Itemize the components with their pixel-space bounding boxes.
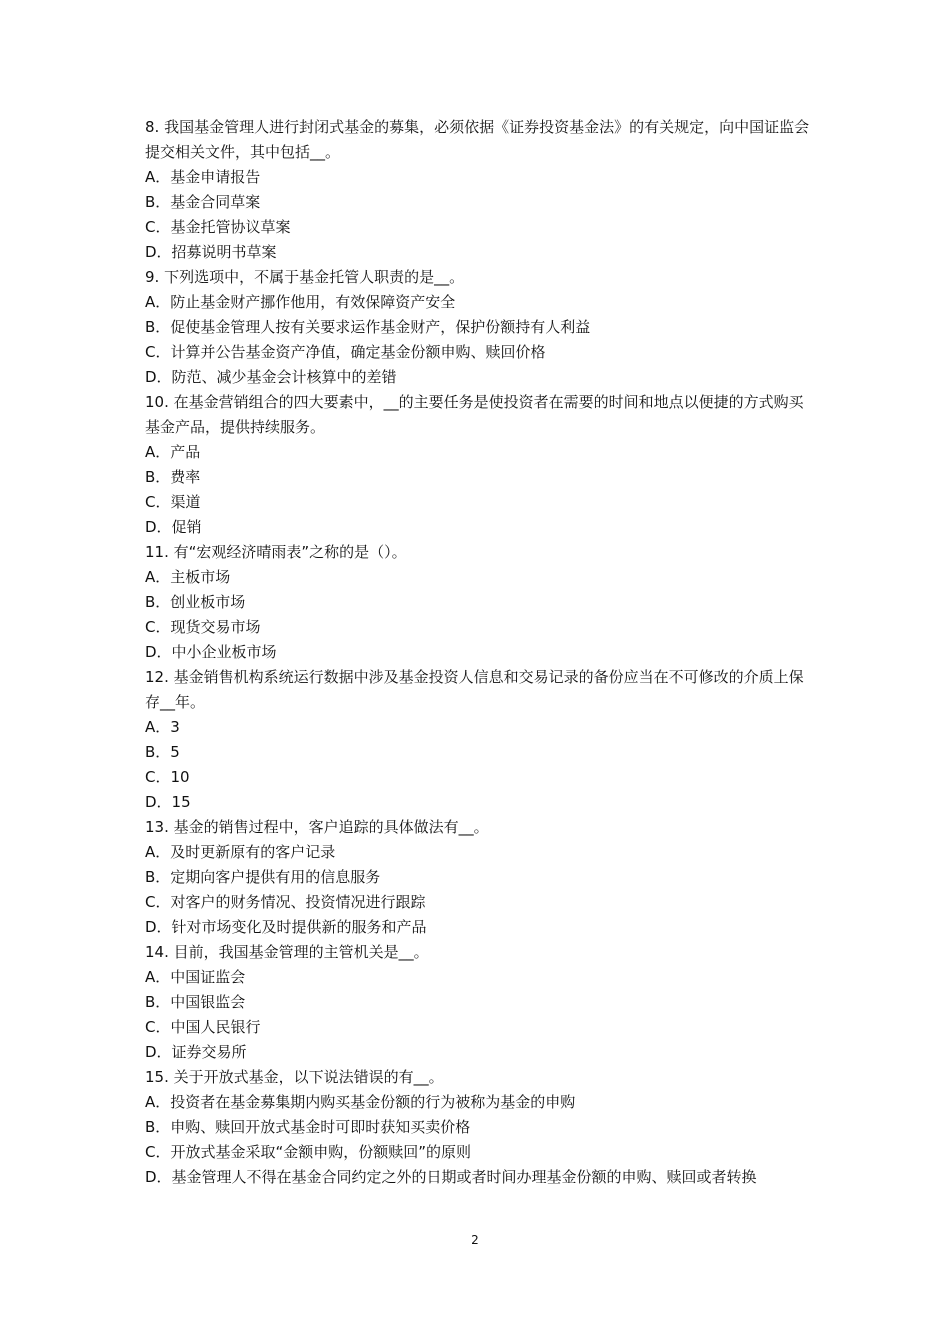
question-13: 13. 基金的销售过程中，客户追踪的具体做法有__。 — [145, 818, 489, 836]
option-10d: D．促销 — [145, 518, 202, 536]
option-11a: A．主板市场 — [145, 568, 231, 586]
question-14: 14. 目前，我国基金管理的主管机关是__。 — [145, 943, 429, 961]
option-11b: B．创业板市场 — [145, 593, 246, 611]
option-12d: D．15 — [145, 793, 191, 811]
option-8b: B．基金合同草案 — [145, 193, 261, 211]
option-14c: C．中国人民银行 — [145, 1018, 261, 1036]
option-13b: B．定期向客户提供有用的信息服务 — [145, 868, 381, 886]
option-15b: B．申购、赎回开放式基金时可即时获知买卖价格 — [145, 1118, 471, 1136]
page-number: 2 — [471, 1233, 479, 1247]
option-10b: B．费率 — [145, 468, 201, 486]
option-8c: C．基金托管协议草案 — [145, 218, 291, 236]
option-12c: C．10 — [145, 768, 190, 786]
option-15d: D．基金管理人不得在基金合同约定之外的日期或者时间办理基金份额的申购、赎回或者转换 — [145, 1168, 757, 1186]
option-13d: D．针对市场变化及时提供新的服务和产品 — [145, 918, 427, 936]
option-9a: A．防止基金财产挪作他用，有效保障资产安全 — [145, 293, 456, 311]
option-15a: A．投资者在基金募集期内购买基金份额的行为被称为基金的申购 — [145, 1093, 576, 1111]
question-list — [145, 115, 810, 1190]
question-10: 10. 在基金营销组合的四大要素中，__的主要任务是使投资者在需要的时间和地点以便捷的方式购买基金产品，提供持续服务。 — [145, 393, 804, 436]
option-14a: A．中国证监会 — [145, 968, 246, 986]
option-10a: A．产品 — [145, 443, 201, 461]
option-9d: D．防范、减少基金会计核算中的差错 — [145, 368, 397, 386]
option-9c: C．计算并公告基金资产净值，确定基金份额申购、赎回价格 — [145, 343, 546, 361]
option-14d: D．证券交易所 — [145, 1043, 247, 1061]
option-14b: B．中国银监会 — [145, 993, 246, 1011]
option-11c: C．现货交易市场 — [145, 618, 261, 636]
question-12: 12. 基金销售机构系统运行数据中涉及基金投资人信息和交易记录的备份应当在不可修改的介质上保存__年。 — [145, 668, 804, 711]
question-8: 8. 我国基金管理人进行封闭式基金的募集，必须依据《证券投资基金法》的有关规定，向中国证监会提交相关文件，其中包括__。 — [145, 118, 810, 161]
option-13a: A．及时更新原有的客户记录 — [145, 843, 336, 861]
option-13c: C．对客户的财务情况、投资情况进行跟踪 — [145, 893, 426, 911]
option-8d: D．招募说明书草案 — [145, 243, 277, 261]
option-15c: C．开放式基金采取“金额申购，份额赎回”的原则 — [145, 1143, 472, 1161]
question-15: 15. 关于开放式基金，以下说法错误的有__。 — [145, 1068, 444, 1086]
option-9b: B．促使基金管理人按有关要求运作基金财产，保护份额持有人利益 — [145, 318, 591, 336]
option-12b: B．5 — [145, 743, 180, 761]
question-9: 9. 下列选项中，不属于基金托管人职责的是__。 — [145, 268, 465, 286]
question-11: 11. 有“宏观经济晴雨表”之称的是（）。 — [145, 543, 407, 561]
option-11d: D．中小企业板市场 — [145, 643, 277, 661]
option-10c: C．渠道 — [145, 493, 201, 511]
option-8a: A．基金申请报告 — [145, 168, 261, 186]
option-12a: A．3 — [145, 718, 180, 736]
